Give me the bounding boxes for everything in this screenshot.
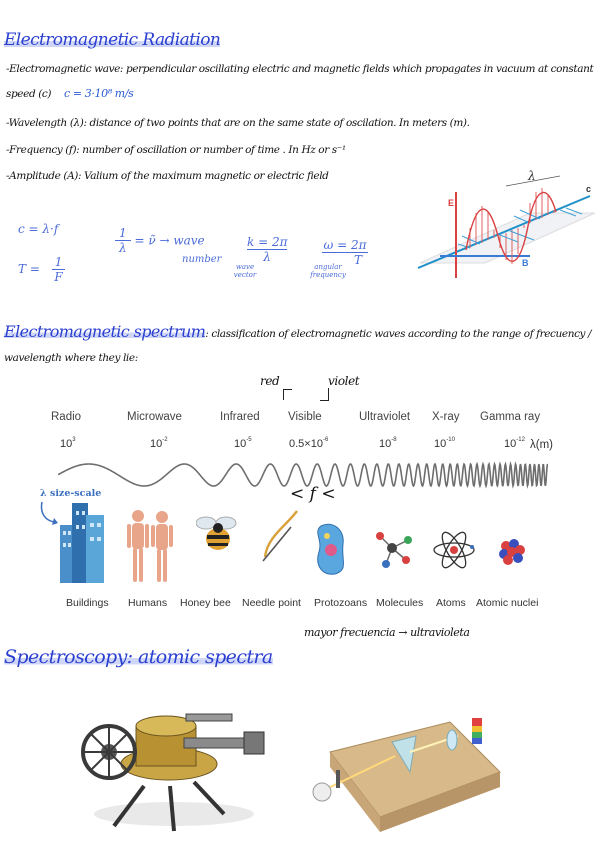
eq-period bbox=[18, 255, 65, 284]
red-pointer bbox=[283, 389, 292, 400]
eq-period-lhs: T = bbox=[18, 262, 40, 276]
eq-wavenumber-den: λ bbox=[119, 241, 127, 255]
wl-visible-exp: -6 bbox=[322, 437, 329, 443]
atoms-icon bbox=[432, 528, 476, 572]
wl-ultraviolet bbox=[379, 437, 397, 450]
wl-microwave bbox=[150, 437, 168, 450]
wl-infrared-base: 10 bbox=[234, 438, 247, 450]
protozoans-icon bbox=[313, 520, 353, 576]
frequency-text: : number of oscillation or number of time . In Hz or s⁻¹ bbox=[76, 144, 346, 156]
wl-microwave-exp: -2 bbox=[162, 437, 168, 443]
angular-note-2: frequency bbox=[310, 271, 346, 279]
wl-unit: λ(m) bbox=[530, 439, 553, 451]
wl-gamma-base: 10 bbox=[504, 438, 517, 450]
caption-needle-point: Needle point bbox=[242, 597, 301, 609]
band-radio: Radio bbox=[51, 411, 82, 423]
lambda-label: λ bbox=[528, 169, 536, 183]
wl-infrared-exp: -5 bbox=[246, 437, 252, 443]
eq-wave-vector-den: λ bbox=[263, 250, 271, 264]
higher-frequency-note: mayor frecuencia → ultravioleta bbox=[304, 626, 470, 639]
em-spectrum-heading bbox=[4, 322, 591, 341]
wl-xray bbox=[434, 437, 455, 450]
wave-vector-note-2: vector bbox=[233, 271, 257, 279]
speed-label bbox=[6, 87, 133, 100]
eq-speed: c = λ·f bbox=[18, 222, 59, 236]
wavelength-label: -Wavelength (λ) bbox=[6, 117, 84, 129]
eq-wave-vector-num: k = 2π bbox=[247, 235, 288, 249]
wl-radio-exp: 3 bbox=[72, 437, 76, 443]
b-label: B bbox=[522, 258, 529, 268]
caption-humans: Humans bbox=[128, 597, 168, 609]
eq-wavenumber-num: 1 bbox=[115, 226, 131, 241]
amplitude-label: -Amplitude (A) bbox=[6, 170, 78, 182]
c-label: c bbox=[586, 184, 592, 194]
size-scale-label: λ size-scale bbox=[40, 488, 102, 499]
eq-angular-den: T bbox=[353, 253, 362, 267]
wavelength-text: : distance of two points that are on the same state of oscilation. In meters (m). bbox=[83, 117, 470, 129]
atomic-nuclei-icon bbox=[494, 534, 530, 568]
em-spectrum-title: Electromagnetic spectrum bbox=[4, 322, 206, 341]
caption-atomic-nuclei: Atomic nuclei bbox=[476, 597, 539, 609]
angular-note-1: angular bbox=[314, 263, 342, 271]
wl-radio-base: 10 bbox=[60, 438, 73, 450]
honey-bee-icon bbox=[196, 513, 240, 553]
spectrum-wave-path bbox=[58, 464, 548, 486]
size-scale-arrow-icon bbox=[36, 500, 60, 528]
frequency-range-note: < f < bbox=[290, 484, 336, 504]
caption-molecules: Molecules bbox=[376, 597, 424, 609]
caption-honey-bee: Honey bee bbox=[180, 597, 231, 609]
spectroscopy-title: Spectroscopy: atomic spectra bbox=[4, 646, 273, 668]
wave-vector-note bbox=[230, 263, 260, 279]
note-violet: violet bbox=[328, 374, 360, 388]
wl-ultraviolet-base: 10 bbox=[379, 438, 392, 450]
frequency-label: -Frequency (f) bbox=[6, 144, 77, 156]
violet-pointer bbox=[320, 388, 329, 401]
eq-wave-vector bbox=[247, 235, 287, 264]
eq-wavenumber bbox=[115, 226, 205, 255]
eq-period-den: F bbox=[54, 270, 63, 284]
em-wave-definition: -Electromagnetic wave: perpendicular oscillating electric and magnetic fields which propagates in vacuum at constant bbox=[6, 63, 594, 75]
wl-visible bbox=[289, 437, 328, 450]
band-gamma: Gamma ray bbox=[480, 411, 541, 423]
caption-buildings: Buildings bbox=[66, 597, 109, 609]
band-infrared: Infrared bbox=[220, 411, 260, 423]
speed-of-light: c = 3·10⁸ m/s bbox=[64, 87, 134, 100]
speed-prefix: speed (c) bbox=[6, 88, 52, 100]
propagation-axis bbox=[418, 196, 590, 268]
caption-protozoans: Protozoans bbox=[314, 597, 368, 609]
wl-infrared bbox=[234, 437, 252, 450]
angular-frequency-note bbox=[308, 263, 348, 279]
em-radiation-title: Electromagnetic Radiation bbox=[4, 30, 221, 50]
band-ultraviolet: Ultraviolet bbox=[359, 411, 411, 423]
em-wave-diagram bbox=[410, 168, 600, 288]
wave-vector-note-1: wave bbox=[235, 263, 255, 271]
band-xray: X-ray bbox=[432, 411, 460, 423]
molecules-icon bbox=[372, 526, 416, 570]
prism-spectroscopy-diagram bbox=[300, 692, 505, 832]
band-microwave: Microwave bbox=[127, 411, 182, 423]
eq-period-fraction bbox=[52, 255, 66, 284]
wl-gamma bbox=[504, 437, 525, 450]
amplitude-text: : Valium of the maximum magnetic or electric field bbox=[77, 170, 329, 182]
spectroscope-illustration bbox=[74, 686, 274, 836]
wl-microwave-base: 10 bbox=[150, 438, 163, 450]
em-spectrum-def-2: wavelength where they lie: bbox=[4, 352, 138, 364]
band-visible: Visible bbox=[288, 411, 322, 423]
humans-icon bbox=[122, 508, 180, 586]
frequency-definition bbox=[6, 144, 346, 156]
em-spectrum-def-1: : classification of electromagnetic waves according to the range of frecuency / bbox=[205, 328, 592, 340]
note-red: red bbox=[260, 374, 280, 388]
wavenumber-note: number bbox=[182, 254, 222, 265]
e-label: E bbox=[448, 198, 455, 208]
buildings-icon bbox=[58, 495, 108, 585]
wavelength-definition bbox=[6, 117, 470, 129]
amplitude-definition bbox=[6, 170, 329, 182]
wl-xray-exp: -10 bbox=[446, 437, 455, 443]
needle-point-icon bbox=[257, 507, 303, 565]
wl-gamma-exp: -12 bbox=[516, 437, 525, 443]
wl-ultraviolet-exp: -8 bbox=[391, 437, 397, 443]
eq-wavenumber-rhs: = ν̃ → wave bbox=[134, 233, 205, 248]
eq-wavenumber-fraction bbox=[115, 226, 131, 255]
eq-angular-num: ω = 2π bbox=[323, 238, 367, 252]
caption-atoms: Atoms bbox=[436, 597, 466, 609]
eq-period-num: 1 bbox=[52, 255, 66, 270]
wl-xray-base: 10 bbox=[434, 438, 447, 450]
wl-visible-base: 0.5×10 bbox=[289, 438, 323, 450]
wl-radio bbox=[60, 437, 76, 450]
